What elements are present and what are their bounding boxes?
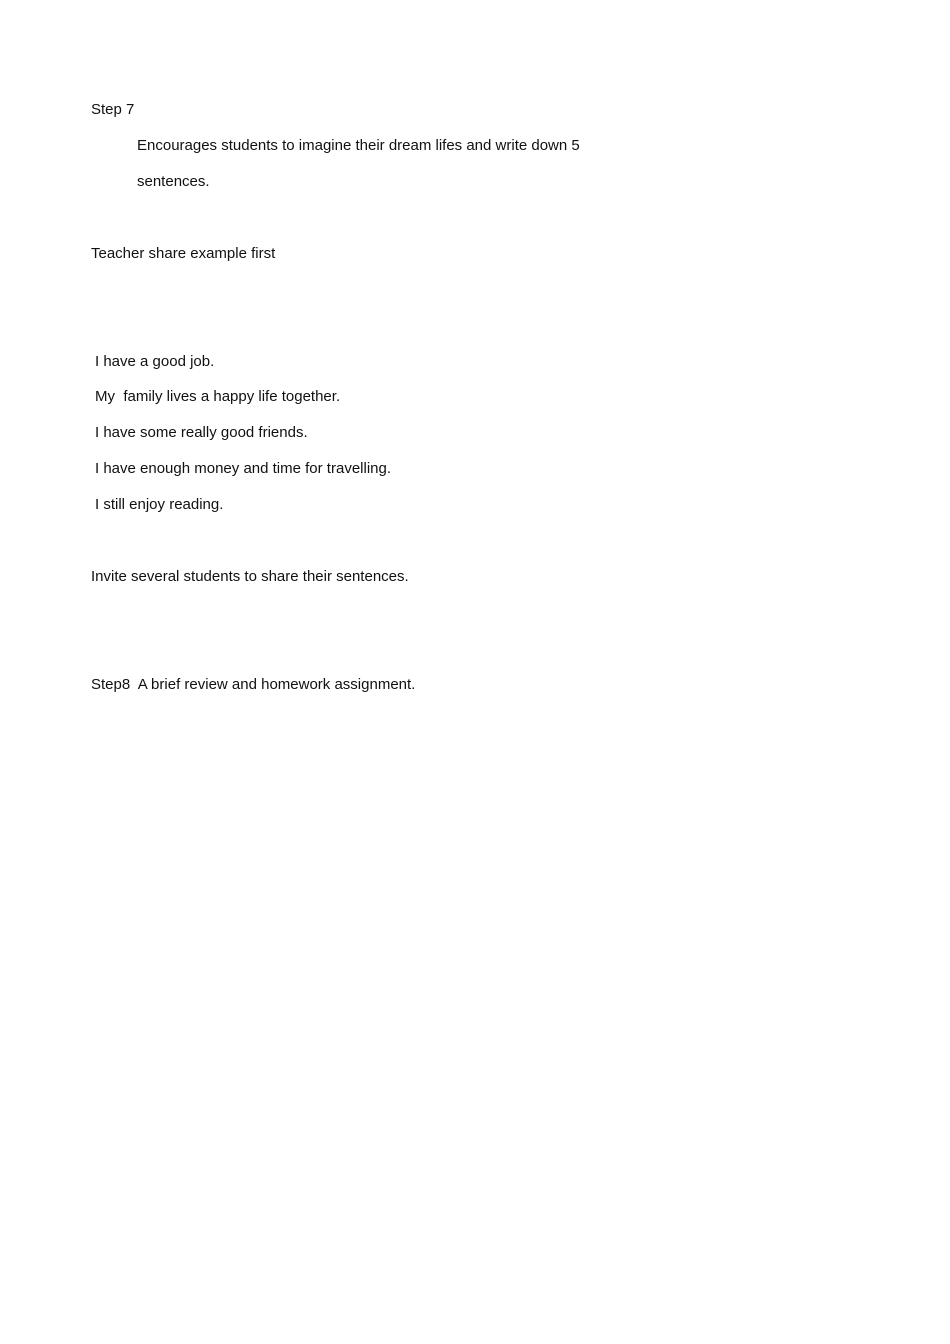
step8-line: Step8 A brief review and homework assignment. (91, 676, 416, 693)
step7-heading: Step 7 (91, 101, 135, 118)
example-sentence-2: My family lives a happy life together. (95, 388, 341, 405)
invite-note: Invite several students to share their sentences. (91, 568, 409, 585)
example-sentence-5: I still enjoy reading. (95, 496, 224, 513)
example-sentence-3: I have some really good friends. (95, 424, 308, 441)
step7-instruction-line-2: sentences. (137, 173, 210, 190)
step7-instruction-line-1: Encourages students to imagine their dream lifes and write down 5 (137, 137, 580, 154)
example-sentence-4: I have enough money and time for travelling. (95, 460, 392, 477)
teacher-note: Teacher share example first (91, 245, 276, 262)
example-sentence-1: I have a good job. (95, 353, 215, 370)
